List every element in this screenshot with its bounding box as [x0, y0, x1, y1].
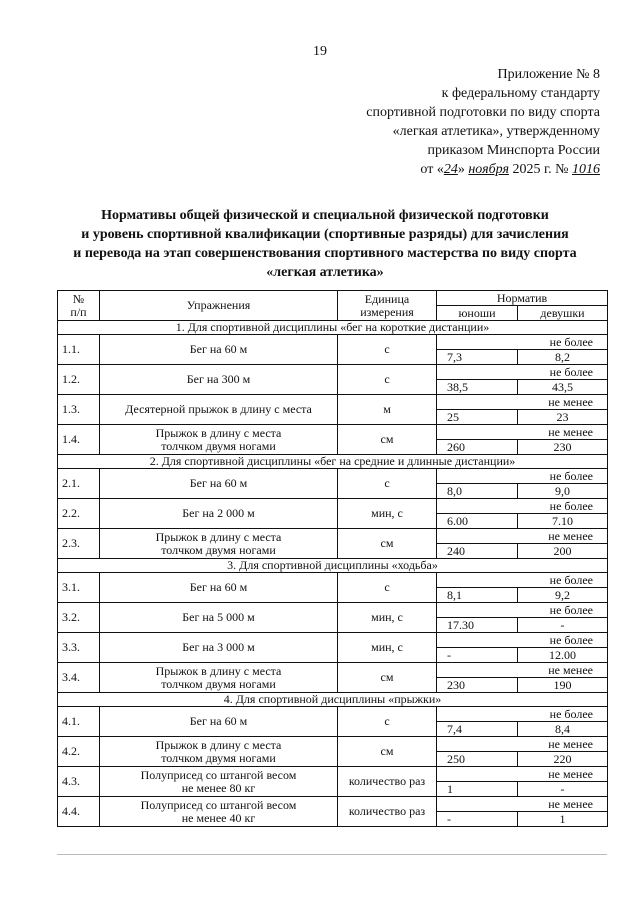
girls-value: 9,2: [518, 588, 608, 603]
footer-divider: [57, 854, 607, 855]
appendix-line: спортивной подготовки по виду спорта: [366, 105, 600, 120]
girls-value: 12.00: [518, 648, 608, 663]
exercise-name: Бег на 3 000 м: [100, 633, 338, 663]
table-row: [58, 335, 608, 350]
unit: с: [338, 335, 437, 365]
exercise-name: Бег на 5 000 м: [100, 603, 338, 633]
section-title: 4. Для спортивной дисциплины «прыжки»: [58, 693, 608, 707]
row-number: 2.2.: [58, 499, 100, 529]
exercise-name: Полуприсед со штангой весом не менее 80 кг: [100, 767, 338, 797]
boys-value: 8,1: [437, 588, 518, 603]
table-row: [58, 499, 608, 514]
boys-value: 7,4: [437, 722, 518, 737]
boys-value: 230: [437, 678, 518, 693]
table-row: [58, 663, 608, 678]
row-number: 3.3.: [58, 633, 100, 663]
norm-condition: не менее: [437, 529, 608, 544]
exercise-name: Прыжок в длину с места толчком двумя ногами: [100, 737, 338, 767]
table-row: [58, 395, 608, 410]
row-number: 2.1.: [58, 469, 100, 499]
row-number: 3.1.: [58, 573, 100, 603]
girls-value: 190: [518, 678, 608, 693]
exercise-name: Бег на 2 000 м: [100, 499, 338, 529]
unit: мин, с: [338, 603, 437, 633]
boys-value: 8,0: [437, 484, 518, 499]
boys-value: 260: [437, 440, 518, 455]
row-number: 4.3.: [58, 767, 100, 797]
exercise-name: Бег на 60 м: [100, 335, 338, 365]
table-row: [58, 529, 608, 544]
exercise-name: Бег на 60 м: [100, 707, 338, 737]
table-body: [58, 321, 608, 827]
document-title: [40, 206, 610, 282]
table-row: [58, 633, 608, 648]
section-title: 3. Для спортивной дисциплины «ходьба»: [58, 559, 608, 573]
unit: с: [338, 707, 437, 737]
exercise-name: Бег на 300 м: [100, 365, 338, 395]
appendix-line: Приложение № 8: [497, 67, 600, 82]
row-number: 1.3.: [58, 395, 100, 425]
boys-value: 240: [437, 544, 518, 559]
unit: количество раз: [338, 797, 437, 827]
unit: см: [338, 737, 437, 767]
row-number: 2.3.: [58, 529, 100, 559]
boys-value: -: [437, 812, 518, 827]
row-number: 4.1.: [58, 707, 100, 737]
header-num: № п/п: [58, 291, 100, 321]
section-title: 2. Для спортивной дисциплины «бег на средние и длинные дистанции»: [58, 455, 608, 469]
date-mid: »: [457, 162, 469, 177]
norm-condition: не более: [437, 365, 608, 380]
exercise-name: Прыжок в длину с места толчком двумя ногами: [100, 529, 338, 559]
boys-value: 25: [437, 410, 518, 425]
norm-condition: не менее: [437, 767, 608, 782]
handwritten-order-number: 1016: [572, 162, 600, 177]
norm-condition: не менее: [437, 797, 608, 812]
row-number: 1.4.: [58, 425, 100, 455]
table-row: [58, 365, 608, 380]
girls-value: 23: [518, 410, 608, 425]
norm-condition: не более: [437, 707, 608, 722]
boys-value: 7,3: [437, 350, 518, 365]
exercise-name: Десятерной прыжок в длину с места: [100, 395, 338, 425]
girls-value: 8,2: [518, 350, 608, 365]
row-number: 1.1.: [58, 335, 100, 365]
header-norm: Норматив: [437, 291, 608, 306]
boys-value: -: [437, 648, 518, 663]
appendix-line: «легкая атлетика», утвержденному: [392, 124, 600, 139]
section-title: 1. Для спортивной дисциплины «бег на короткие дистанции»: [58, 321, 608, 335]
unit: с: [338, 469, 437, 499]
norm-condition: не более: [437, 603, 608, 618]
row-number: 4.2.: [58, 737, 100, 767]
table-row: [58, 707, 608, 722]
header-exercise: Упражнения: [100, 291, 338, 321]
row-number: 4.4.: [58, 797, 100, 827]
table-row: [58, 469, 608, 484]
title-line: «легкая атлетика»: [266, 265, 384, 280]
boys-value: 250: [437, 752, 518, 767]
girls-value: -: [518, 782, 608, 797]
unit: мин, с: [338, 499, 437, 529]
norm-condition: не более: [437, 499, 608, 514]
unit: мин, с: [338, 633, 437, 663]
table-row: [58, 573, 608, 588]
norm-condition: не более: [437, 469, 608, 484]
girls-value: 230: [518, 440, 608, 455]
row-number: 3.2.: [58, 603, 100, 633]
appendix-line: к федеральному стандарту: [441, 86, 600, 101]
row-number: 1.2.: [58, 365, 100, 395]
unit: см: [338, 529, 437, 559]
girls-value: 9,0: [518, 484, 608, 499]
title-line: Нормативы общей физической и специальной физической подготовки: [101, 208, 549, 223]
boys-value: 1: [437, 782, 518, 797]
exercise-name: Прыжок в длину с места толчком двумя ногами: [100, 663, 338, 693]
unit: количество раз: [338, 767, 437, 797]
girls-value: 200: [518, 544, 608, 559]
exercise-name: Бег на 60 м: [100, 469, 338, 499]
girls-value: 8,4: [518, 722, 608, 737]
norm-condition: не менее: [437, 395, 608, 410]
unit: см: [338, 663, 437, 693]
title-line: и уровень спортивной квалификации (спортивные разряды) для зачисления: [81, 227, 569, 242]
exercise-name: Прыжок в длину с места толчком двумя ногами: [100, 425, 338, 455]
girls-value: 1: [518, 812, 608, 827]
handwritten-month: ноября: [468, 162, 509, 177]
unit: см: [338, 425, 437, 455]
table-row: [58, 603, 608, 618]
header-girls: девушки: [518, 306, 608, 321]
appendix-date-line: [330, 160, 600, 179]
norms-table: [57, 290, 608, 827]
table-row: [58, 797, 608, 812]
norm-condition: не более: [437, 633, 608, 648]
table-row: [58, 767, 608, 782]
appendix-block: [330, 65, 600, 179]
norm-condition: не менее: [437, 663, 608, 678]
title-line: и перевода на этап совершенствования спортивного мастерства по виду спорта: [73, 246, 577, 261]
header-boys: юноши: [437, 306, 518, 321]
table-row: [58, 425, 608, 440]
unit: с: [338, 365, 437, 395]
norm-condition: не менее: [437, 425, 608, 440]
appendix-line: приказом Минспорта России: [427, 143, 600, 158]
date-prefix: от «: [420, 162, 444, 177]
table-row: [58, 737, 608, 752]
girls-value: 43,5: [518, 380, 608, 395]
unit: с: [338, 573, 437, 603]
norm-condition: не менее: [437, 737, 608, 752]
norm-condition: не более: [437, 573, 608, 588]
exercise-name: Бег на 60 м: [100, 573, 338, 603]
exercise-name: Полуприсед со штангой весом не менее 40 кг: [100, 797, 338, 827]
year-text: 2025 г. №: [508, 162, 572, 177]
girls-value: 220: [518, 752, 608, 767]
page-number: 19: [313, 44, 327, 59]
handwritten-day: 24: [443, 162, 458, 177]
unit: м: [338, 395, 437, 425]
girls-value: 7.10: [518, 514, 608, 529]
norm-condition: не более: [437, 335, 608, 350]
boys-value: 6.00: [437, 514, 518, 529]
row-number: 3.4.: [58, 663, 100, 693]
boys-value: 38,5: [437, 380, 518, 395]
header-unit: Единица измерения: [338, 291, 437, 321]
boys-value: 17.30: [437, 618, 518, 633]
girls-value: -: [518, 618, 608, 633]
